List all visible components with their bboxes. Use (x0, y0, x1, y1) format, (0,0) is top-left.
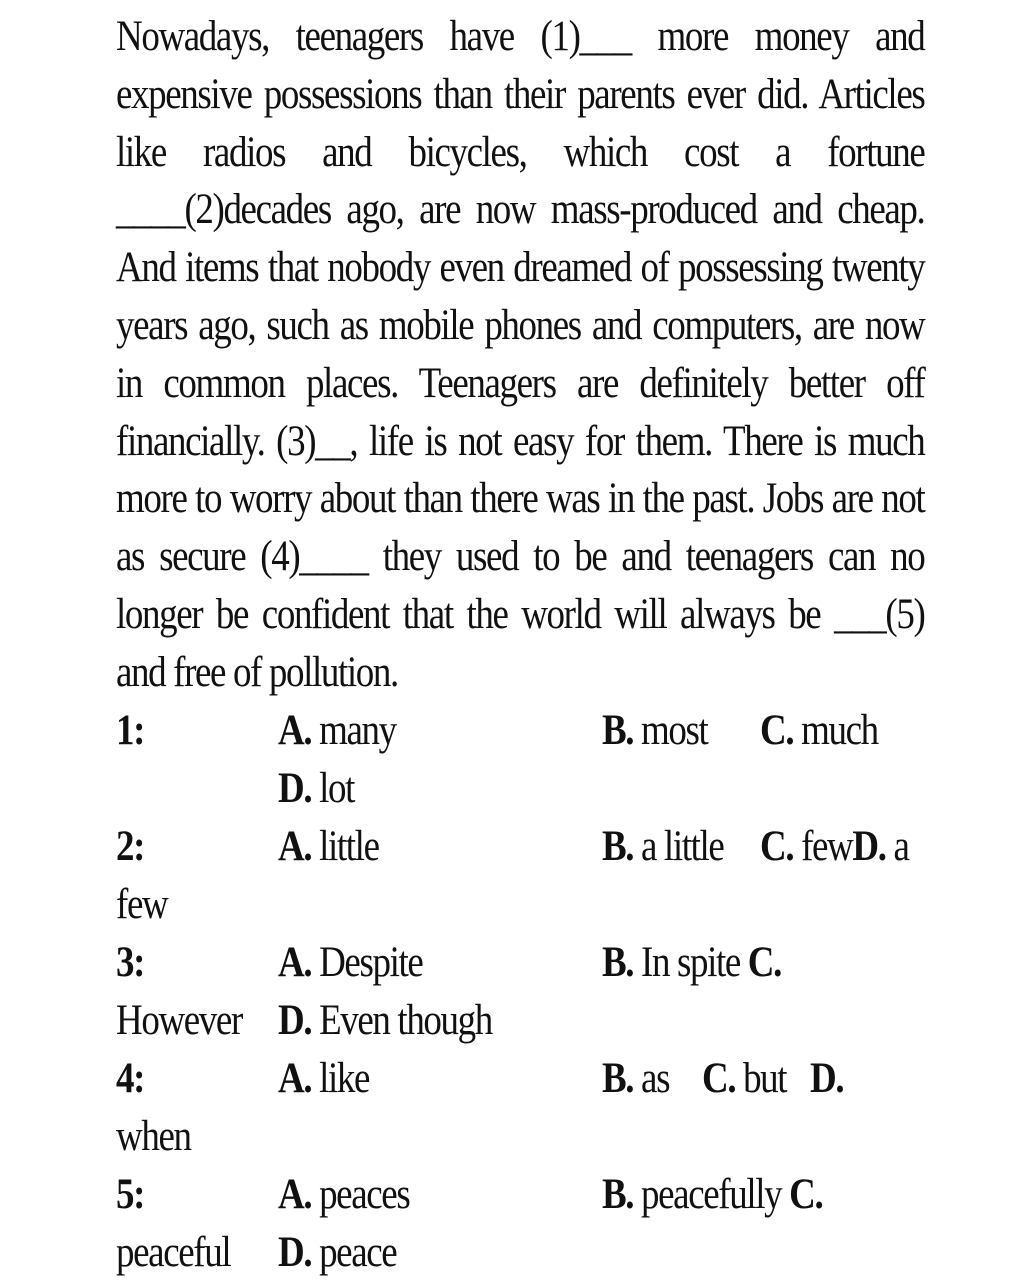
option-letter: D. (278, 997, 312, 1044)
option-letter: A. (278, 1055, 312, 1102)
option-text: much (793, 707, 878, 754)
option-letter: B. (602, 823, 634, 870)
option-text: peacefully (633, 1171, 782, 1218)
option-text: few (793, 823, 853, 870)
option-letter: C. (702, 1055, 736, 1102)
option-text: but (735, 1055, 787, 1102)
option-text: However (116, 997, 242, 1044)
question-number: 5: (116, 1171, 145, 1218)
question-number: 2: (116, 823, 145, 870)
option-letter: D. (852, 823, 886, 870)
option-text: Despite (311, 939, 423, 986)
option-letter: A. (278, 1171, 312, 1218)
option-letter: B. (602, 939, 634, 986)
option-text: few (116, 881, 168, 928)
question-number: 3: (116, 939, 145, 986)
option-text: many (311, 707, 396, 754)
option-letter: B. (602, 707, 634, 754)
option-letter: B. (602, 1055, 634, 1102)
passage-text: Nowadays, teenagers have (1)___ more money and expensive possessions than their parents ever did. Articles like radios and bicycles, which cost a fortune ____(2)decades ago, are now mass-produced and cheap. And items that nobody even dreamed of possessing twenty years ago, such as mobile phones and computers, are now in common places. Teenagers are definitely better off financially. (3)__, life is not easy for them. There is much more to worry about than there was in the past. Jobs are not as secure (4)____ they used to be and teenagers can no longer be confident that the world will always be ___(5) and free of pollution. (116, 13, 925, 696)
option-text: lot (311, 765, 354, 812)
option-text: Even though (311, 997, 492, 1044)
option-text: peace (311, 1229, 397, 1276)
option-text: a (885, 823, 909, 870)
option-text: peaceful (116, 1229, 231, 1276)
option-letter: A. (278, 823, 312, 870)
option-text: peaces (311, 1171, 410, 1218)
option-letter: C. (789, 1171, 823, 1218)
option-text: like (311, 1055, 370, 1102)
option-text: little (311, 823, 379, 870)
option-text: most (633, 707, 708, 754)
option-text: when (116, 1113, 191, 1160)
option-letter: D. (278, 1229, 312, 1276)
option-text: a little (633, 823, 724, 870)
reading-passage (116, 8, 924, 702)
option-text: In spite (633, 939, 740, 986)
question-number: 1: (116, 707, 145, 754)
option-letter: C. (747, 939, 782, 986)
question-number: 4: (116, 1055, 145, 1102)
option-text: as (633, 1055, 670, 1102)
option-letter: C. (760, 823, 794, 870)
option-letter: B. (602, 1171, 634, 1218)
option-letter: C. (760, 707, 794, 754)
option-letter: A. (278, 707, 312, 754)
option-letter: A. (278, 939, 312, 986)
option-letter: D. (810, 1055, 844, 1102)
option-letter: D. (278, 765, 312, 812)
